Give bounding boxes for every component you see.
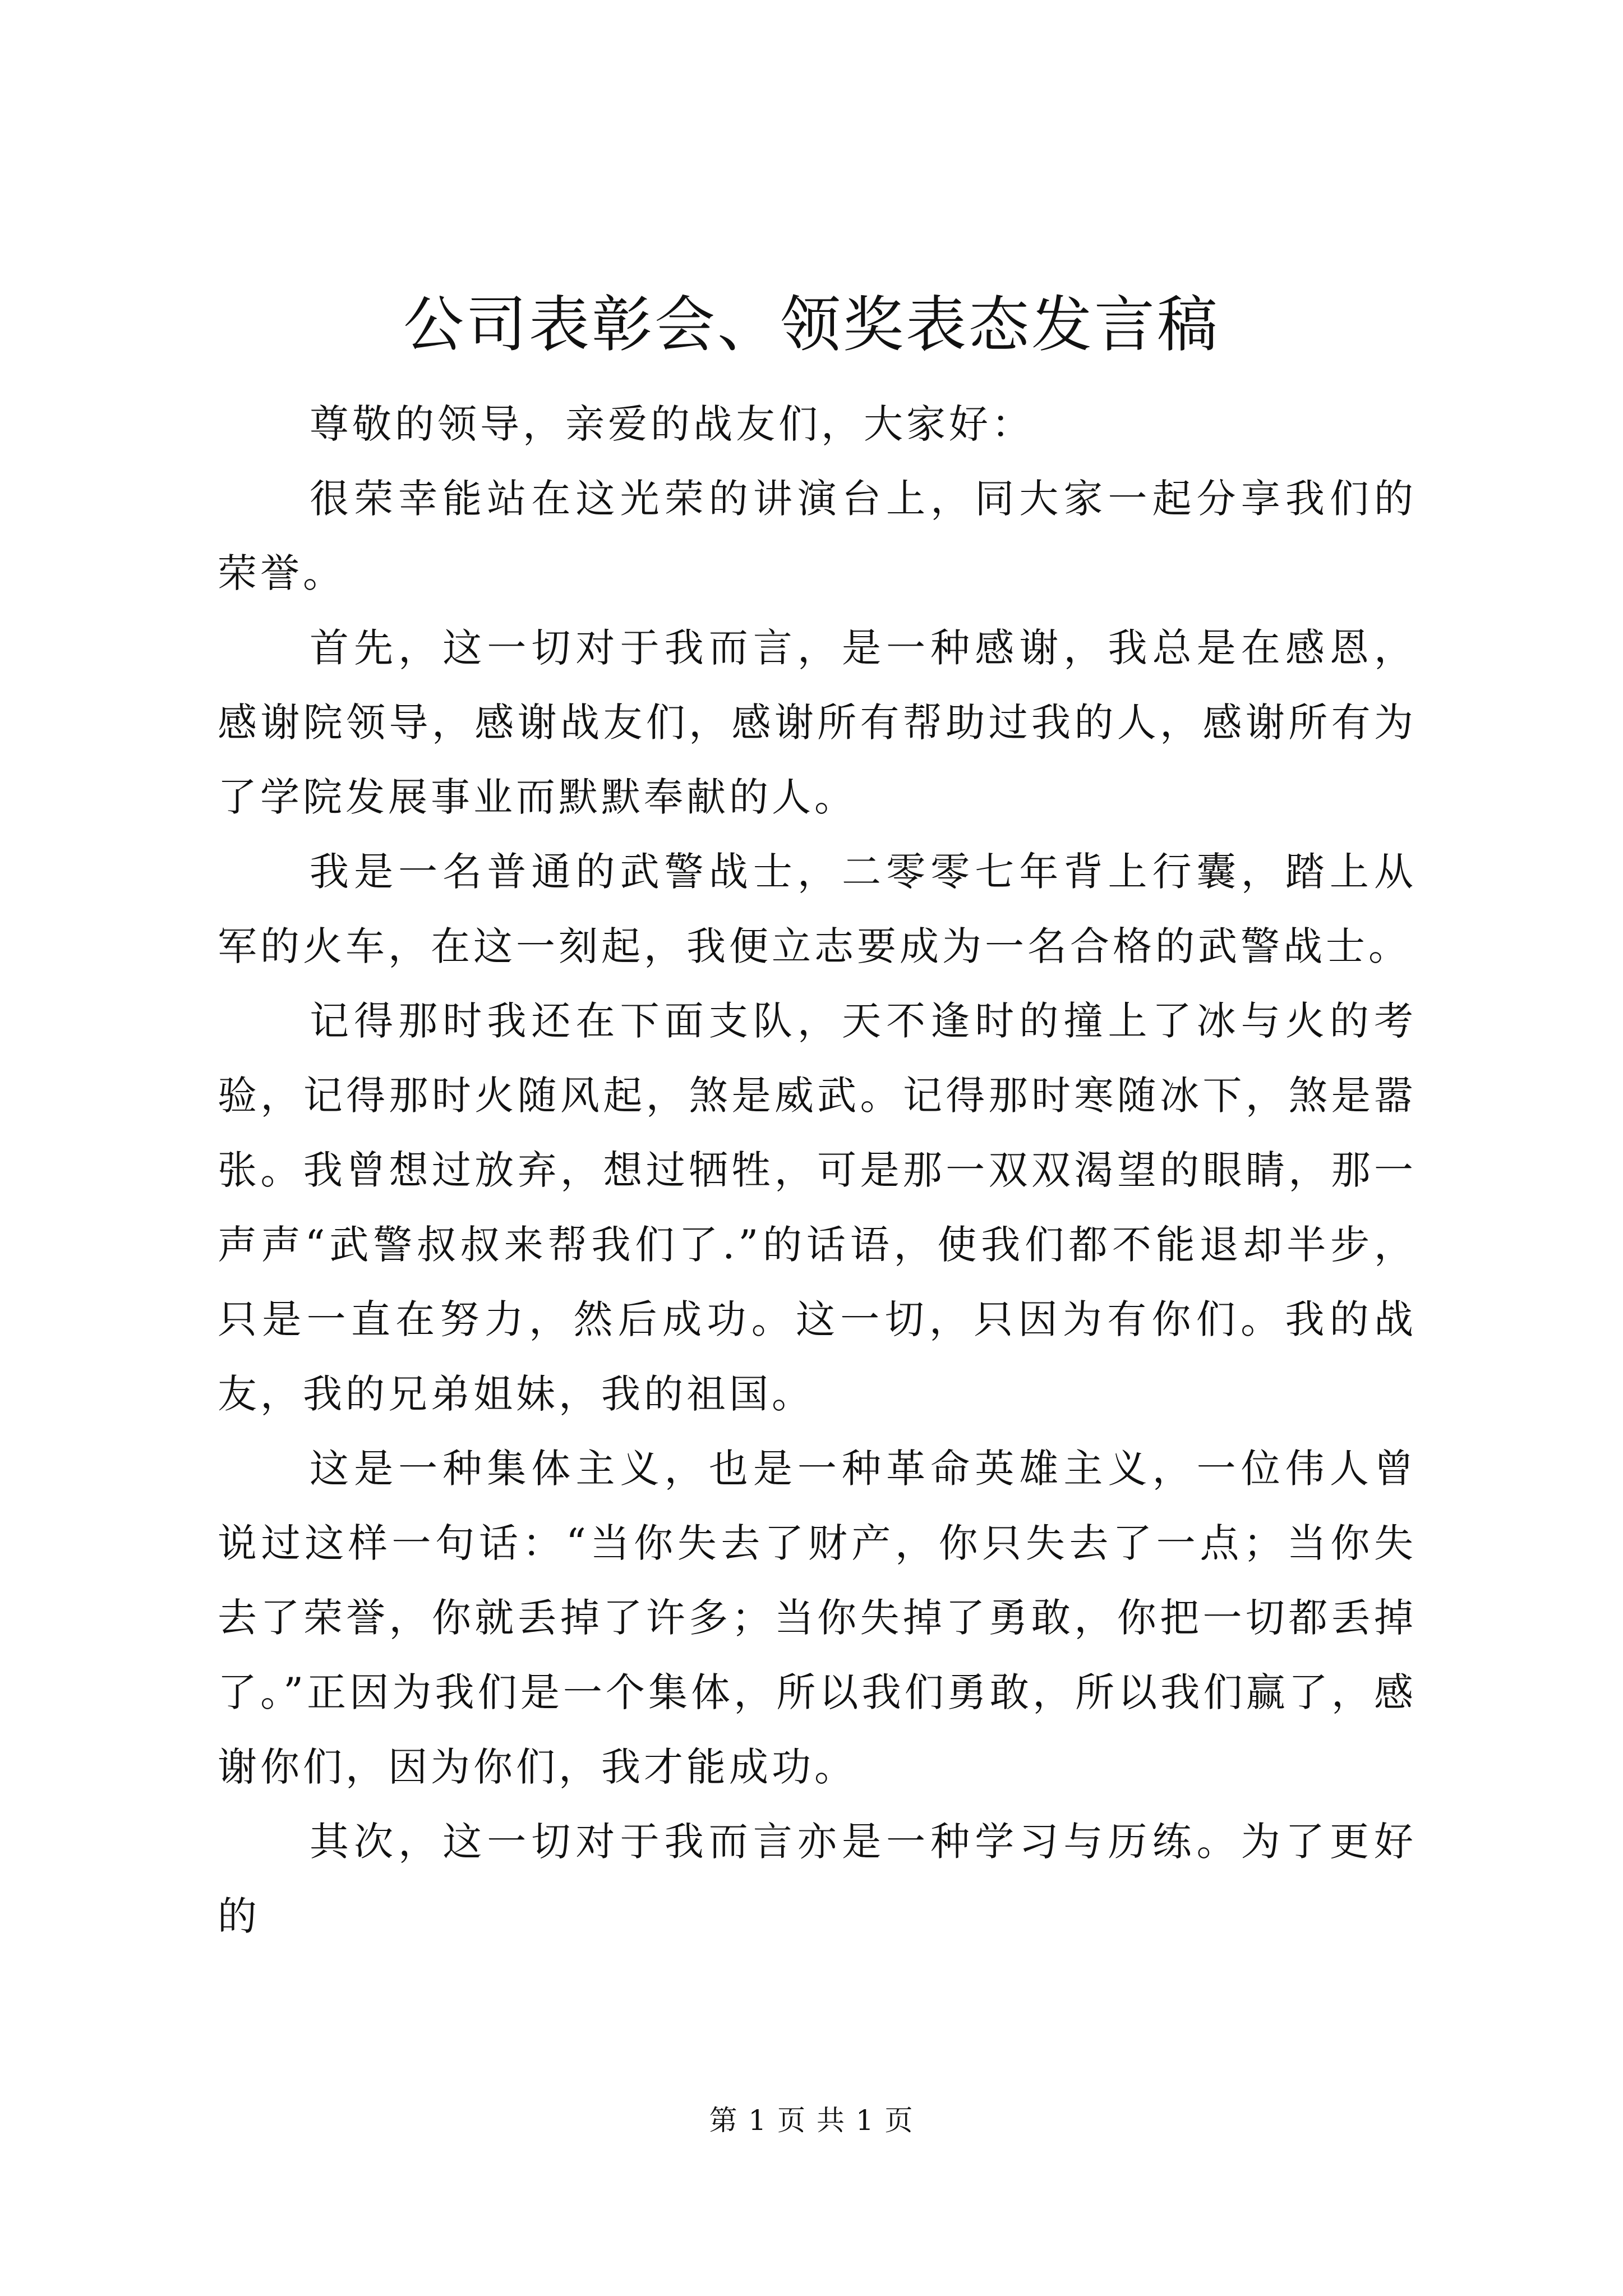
document-body [218,387,1417,1954]
document-title: 公司表彰会、领奖表态发言稿 [403,290,1220,360]
paragraph-memory: 记得那时我还在下面支队，天不逢时的撞上了冰与火的考验，记得那时火随风起，煞是威武。记得那时寒随冰下，煞是嚣张。我曾想过放弃，想过牺牲，可是那一双双渴望的眼睛，那一声声“武警叔叔来帮我们了.”的话语，使我们都不能退却半步，只是一直在努力，然后成功。这一切，只因为有你们。我的战友，我的兄弟姐妹，我的祖国。 [218,998,1417,1417]
paragraph-collectivism: 这是一种集体主义，也是一种革命英雄主义，一位伟人曾说过这样一句话：“当你失去了财产，你只失去了一点；当你失去了荣誉，你就丢掉了许多；当你失掉了勇敢，你把一切都丢掉了。”正因为我们是一个集体，所以我们勇敢，所以我们赢了，感谢你们，因为你们，我才能成功。 [218,1446,1417,1790]
paragraph-honor: 很荣幸能站在这光荣的讲演台上，同大家一起分享我们的荣誉。 [218,476,1417,596]
paragraph-gratitude: 首先，这一切对于我而言，是一种感谢，我总是在感恩，感谢院领导，感谢战友们，感谢所有帮助过我的人，感谢所有为了学院发展事业而默默奉献的人。 [218,625,1417,820]
paragraph-learning: 其次，这一切对于我而言亦是一种学习与历练。为了更好的 [218,1819,1417,1939]
page-number-footer: 第 1 页 共 1 页 [709,2104,914,2137]
paragraph-greeting: 尊敬的领导，亲爱的战友们，大家好： [310,401,1034,447]
paragraph-introduction: 我是一名普通的武警战士，二零零七年背上行囊，踏上从军的火车，在这一刻起，我便立志要成为一名合格的武警战士。 [218,849,1417,969]
